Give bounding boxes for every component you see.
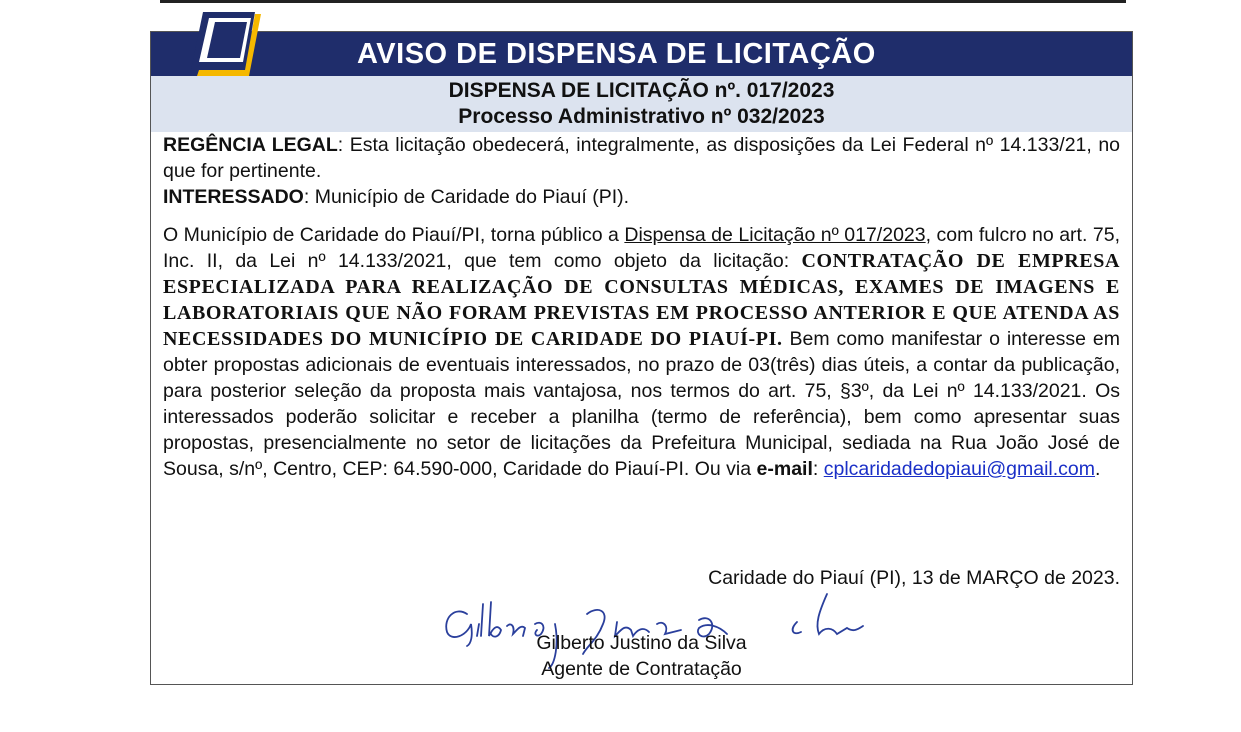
signer-name: Gilberto Justino da Silva bbox=[536, 632, 747, 654]
header-bar bbox=[151, 32, 1132, 76]
processo-number: Processo Administrativo nº 032/2023 bbox=[458, 105, 825, 128]
top-divider bbox=[160, 0, 1126, 3]
interessado-text: : Município de Caridade do Piauí (PI). bbox=[303, 186, 630, 208]
dispensa-reference: Dispensa de Licitação nº 017/2023 bbox=[624, 224, 926, 246]
signer-role: Agente de Contratação bbox=[541, 658, 742, 680]
subheader bbox=[151, 76, 1132, 132]
interessado-paragraph bbox=[163, 184, 1120, 210]
regencia-label: REGÊNCIA LEGAL bbox=[163, 134, 338, 156]
main-continuation: Bem como manifestar o interesse em obter propostas adicionais de eventuais interessados, no prazo de 03(três) dias úteis, a contar da publicação, para posterior seleção da proposta mais vantajosa, nos termos do art. 75, §3º, da Lei nº 14.133/2021. Os interessados poderão solicitar e receber a planilha (termo de referência), bem como apresentar suas propostas, presencialmente no setor de licitações da Prefeitura Municipal, sediada na Rua João José de Sousa, s/nº, Centro, CEP: 64.590-000, Caridade do Piauí-PI. Ou via bbox=[163, 328, 1120, 480]
logo-icon bbox=[189, 10, 267, 80]
main-end: . bbox=[1095, 458, 1101, 480]
notice-body bbox=[163, 132, 1120, 482]
notice-box bbox=[150, 31, 1133, 685]
regencia-paragraph bbox=[163, 132, 1120, 184]
email-separator: : bbox=[812, 458, 824, 480]
main-after-ref: , com fulcro no art. 75, Inc. II, da Lei nº 14.133/2021, que tem como objeto da licitação: bbox=[163, 224, 1120, 272]
regencia-text: : Esta licitação obedecerá, integralmente, as disposições da Lei Federal nº 14.133/21, no que for pertinente. bbox=[163, 134, 1121, 182]
email-label: e-mail bbox=[756, 458, 813, 480]
email-link[interactable]: cplcaridadedopiaui@gmail.com bbox=[823, 458, 1096, 480]
main-intro: O Município de Caridade do Piauí/PI, torna público a bbox=[163, 224, 625, 246]
objeto-text: CONTRATAÇÃO DE EMPRESA ESPECIALIZADA PARA REALIZAÇÃO DE CONSULTAS MÉDICAS, EXAMES DE IMAGENS E LABORATORIAIS QUE NÃO FORAM PREVISTAS EM PROCESSO ANTERIOR E QUE ATENDA AS NECESSIDADES DO MUNICÍPIO DE CARIDADE DO PIAUÍ-PI. bbox=[163, 250, 1120, 350]
dispensa-number: DISPENSA DE LICITAÇÃO nº. 017/2023 bbox=[448, 79, 835, 102]
interessado-label: INTERESSADO bbox=[163, 186, 304, 208]
main-paragraph bbox=[163, 222, 1120, 482]
date-line: Caridade do Piauí (PI), 13 de MARÇO de 2023. bbox=[708, 567, 1120, 589]
page-title: AVISO DE DISPENSA DE LICITAÇÃO bbox=[357, 38, 876, 70]
